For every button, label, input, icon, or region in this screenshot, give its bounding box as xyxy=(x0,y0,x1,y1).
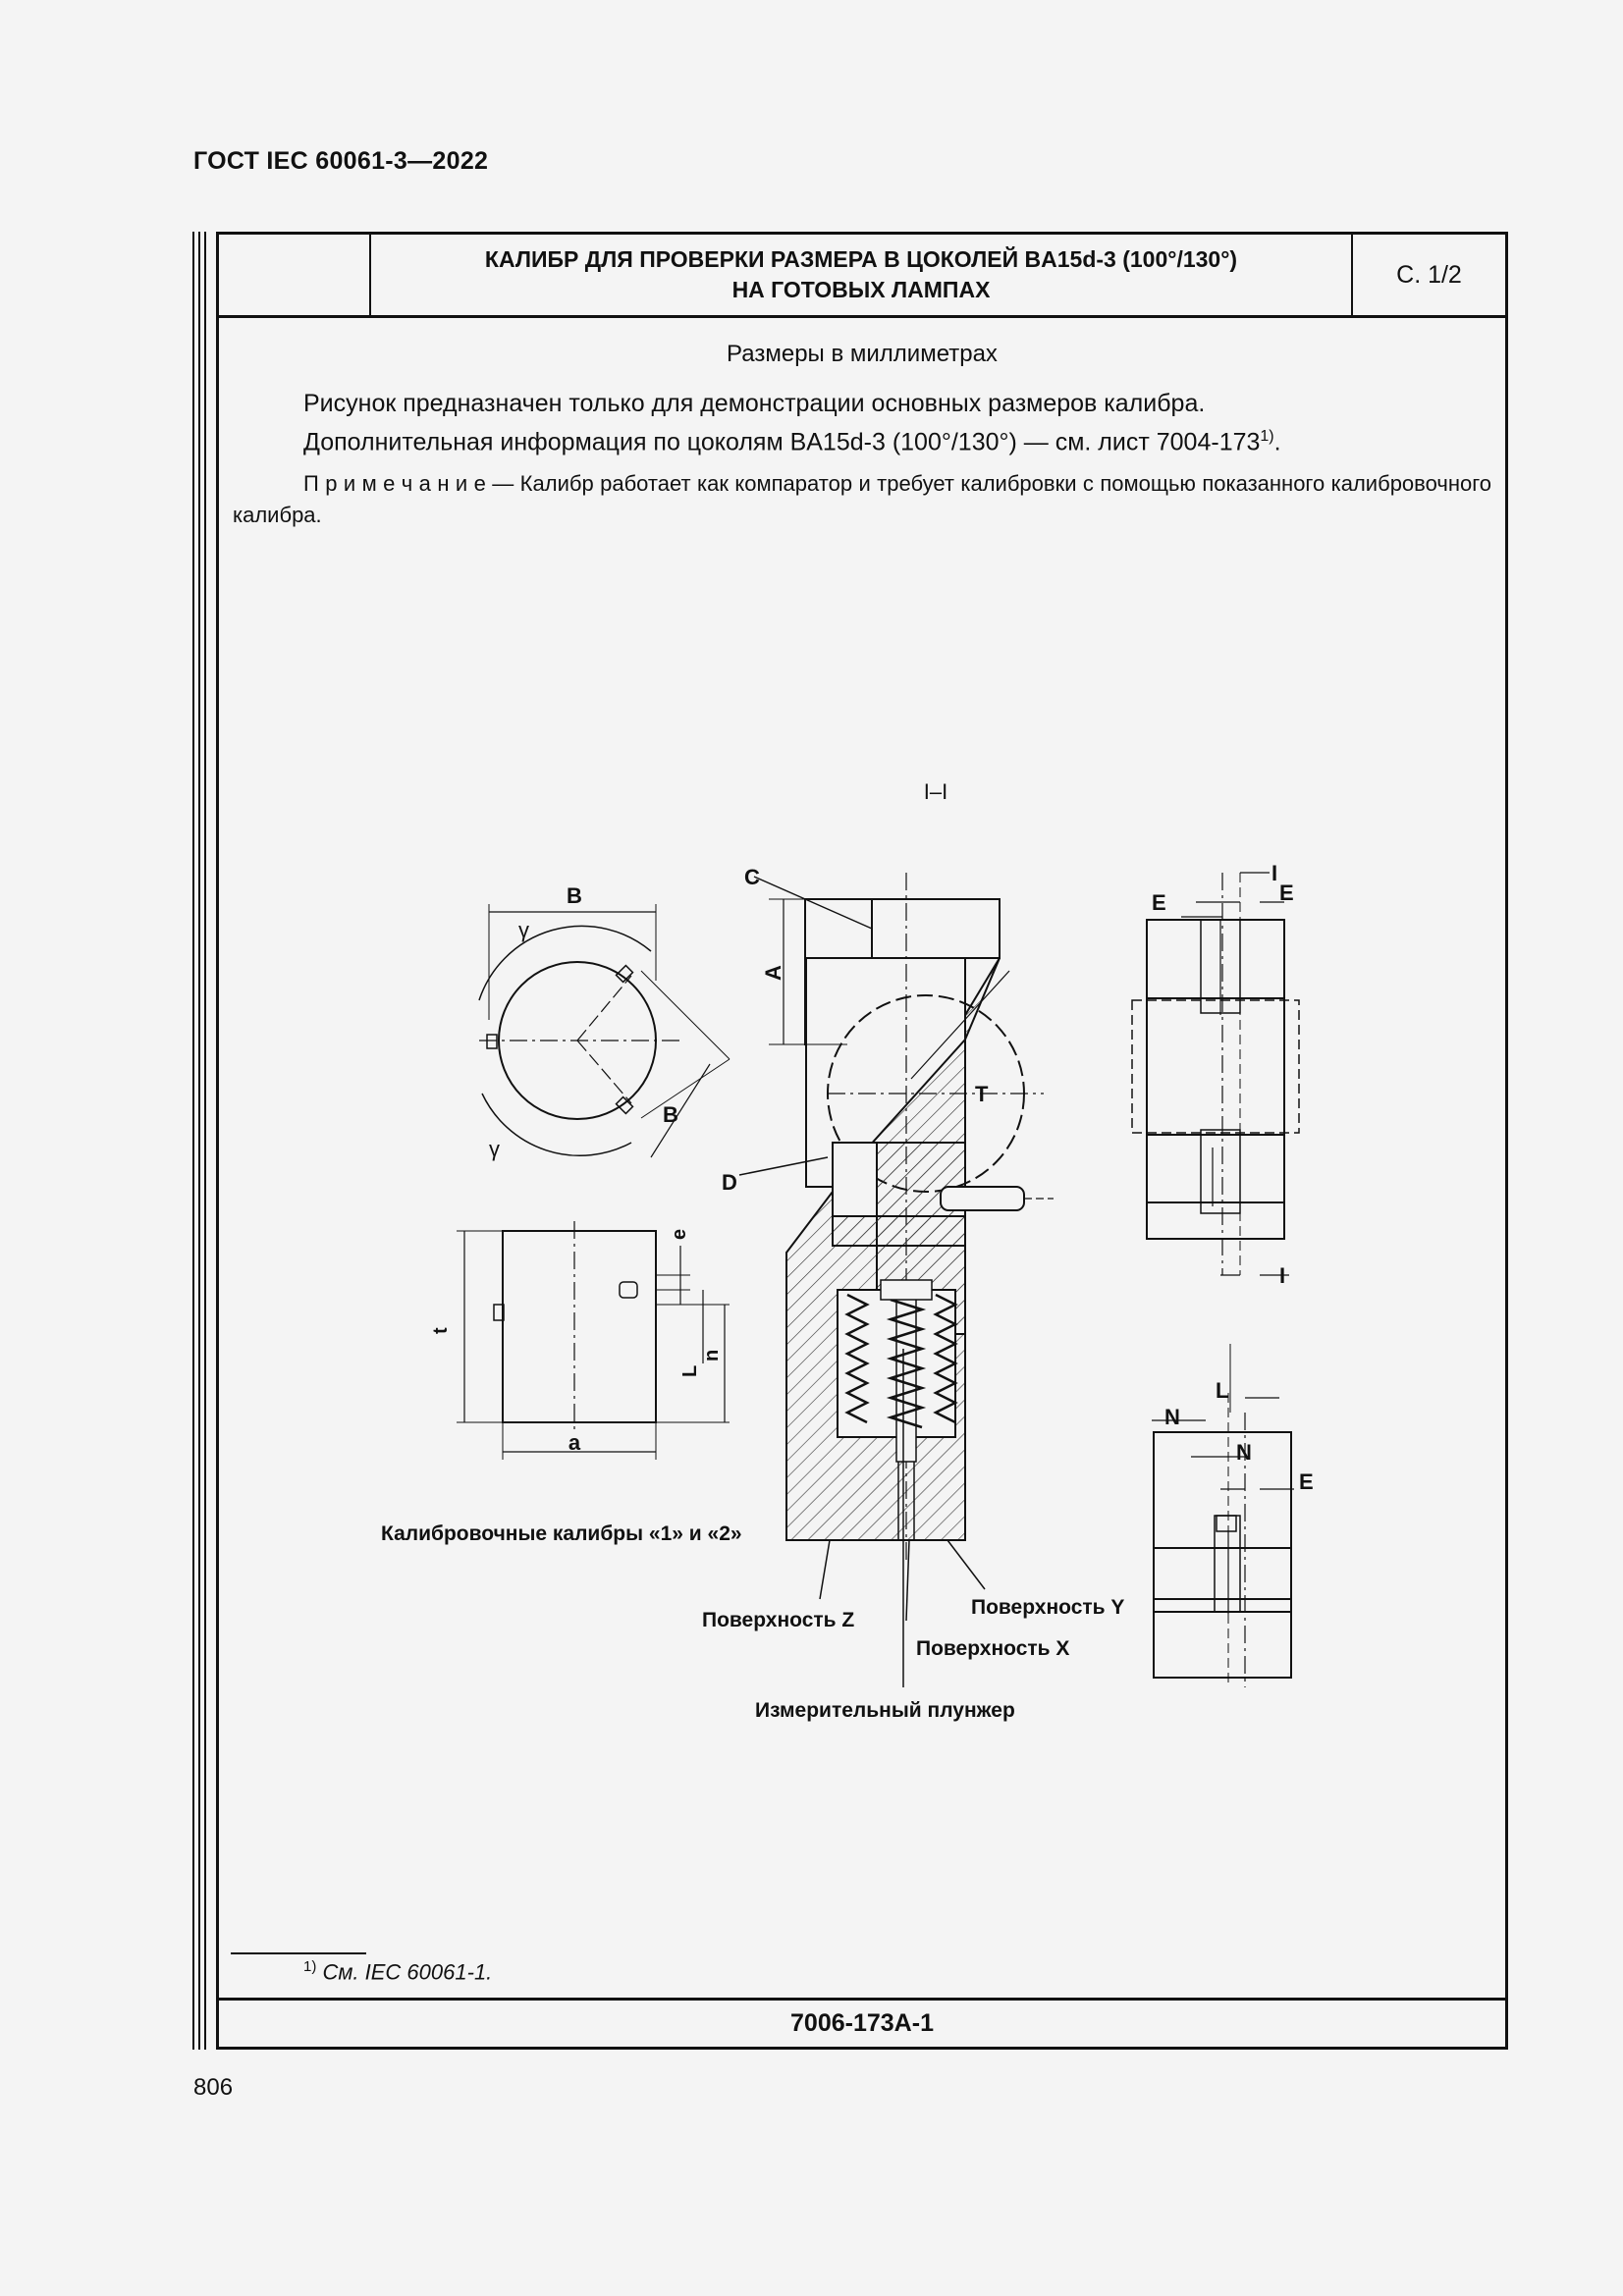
label-l-left: L xyxy=(679,1364,701,1377)
label-n: n xyxy=(701,1349,723,1362)
sheet-number: С. 1/2 xyxy=(1396,260,1462,289)
note-paragraph xyxy=(233,468,1491,531)
footnote-separator xyxy=(231,1952,366,1954)
standard-designation: ГОСТ IEC 60061-3—2022 xyxy=(193,147,489,175)
label-b-top: B xyxy=(567,883,582,908)
binding-line xyxy=(198,232,200,2050)
sheet-frame xyxy=(216,232,1508,2050)
label-n-left: N xyxy=(1164,1405,1180,1429)
label-gamma-top: γ xyxy=(518,918,529,942)
label-e: e xyxy=(669,1228,690,1240)
label-n-right: N xyxy=(1236,1440,1252,1465)
title-block xyxy=(219,235,1505,318)
intro-line-2-text: Дополнительная информация по цоколям BA15d-3 (100°/130°) — см. лист 7004-173 xyxy=(303,428,1261,456)
label-l-right: L xyxy=(1216,1378,1229,1403)
sheet-title xyxy=(371,235,1353,315)
gauge-side-view-top xyxy=(1132,873,1299,1275)
title-blank-cell xyxy=(219,235,371,315)
label-e-top-right: E xyxy=(1279,881,1294,905)
label-gamma-bottom: γ xyxy=(489,1137,500,1161)
intro-line-1: Рисунок предназначен только для демонстрации основных размеров калибра. xyxy=(303,390,1206,417)
footnote-text: См. IEC 60061-1. xyxy=(316,1959,493,1985)
label-e-top-left: E xyxy=(1152,890,1166,915)
title-line-1: КАЛИБР ДЛЯ ПРОВЕРКИ РАЗМЕРА B ЦОКОЛЕЙ BA15d-3 (100°/130°) xyxy=(484,246,1238,272)
label-e-bottom: E xyxy=(1299,1469,1314,1494)
label-i-top: I xyxy=(1271,861,1278,885)
calibration-caption: Калибровочные калибры «1» и «2» xyxy=(381,1522,742,1545)
intro-text xyxy=(303,388,1482,458)
note-text: — Калибр работает как компаратор и требует калибровки с помощью показанного калибровочного калибра. xyxy=(233,471,1491,527)
label-a-height: A xyxy=(761,965,785,981)
label-d: D xyxy=(722,1170,737,1195)
plunger-caption: Измерительный плунжер xyxy=(755,1699,1015,1722)
section-label: I–I xyxy=(923,779,948,804)
units-note: Размеры в миллиметрах xyxy=(727,341,998,367)
calibration-gauge-side-view xyxy=(457,1221,730,1460)
leader-surface-z xyxy=(820,1540,830,1599)
sheet-designation: 7006-173A-1 xyxy=(219,1998,1505,2047)
binding-line xyxy=(192,232,194,2050)
footnote-mark: 1) xyxy=(303,1958,317,1975)
label-b-side: B xyxy=(663,1102,678,1127)
calibration-gauge-top-view xyxy=(479,904,730,1157)
gauge-drawing xyxy=(219,529,1505,1805)
surface-x-caption: Поверхность X xyxy=(916,1637,1070,1660)
label-i-mid: I xyxy=(1279,1263,1286,1288)
surface-y-caption: Поверхность Y xyxy=(971,1596,1125,1619)
note-label: П р и м е ч а н и е xyxy=(303,471,486,496)
intro-line-2 xyxy=(303,420,1482,458)
page-number: 806 xyxy=(193,2074,234,2101)
label-c: C xyxy=(744,865,760,889)
binding-line xyxy=(204,232,206,2050)
label-a: a xyxy=(568,1430,581,1455)
surface-z-caption: Поверхность Z xyxy=(702,1609,855,1631)
gauge-section-view xyxy=(769,873,1054,1560)
label-t-angle: T xyxy=(975,1082,989,1106)
label-t: t xyxy=(430,1327,452,1334)
footnote-ref: 1) xyxy=(1260,428,1274,445)
intro-line-2-end: . xyxy=(1273,428,1281,456)
footnote xyxy=(303,1958,492,1985)
title-line-2: НА ГОТОВЫХ ЛАМПАХ xyxy=(731,277,991,302)
leader-surface-y xyxy=(947,1540,985,1589)
